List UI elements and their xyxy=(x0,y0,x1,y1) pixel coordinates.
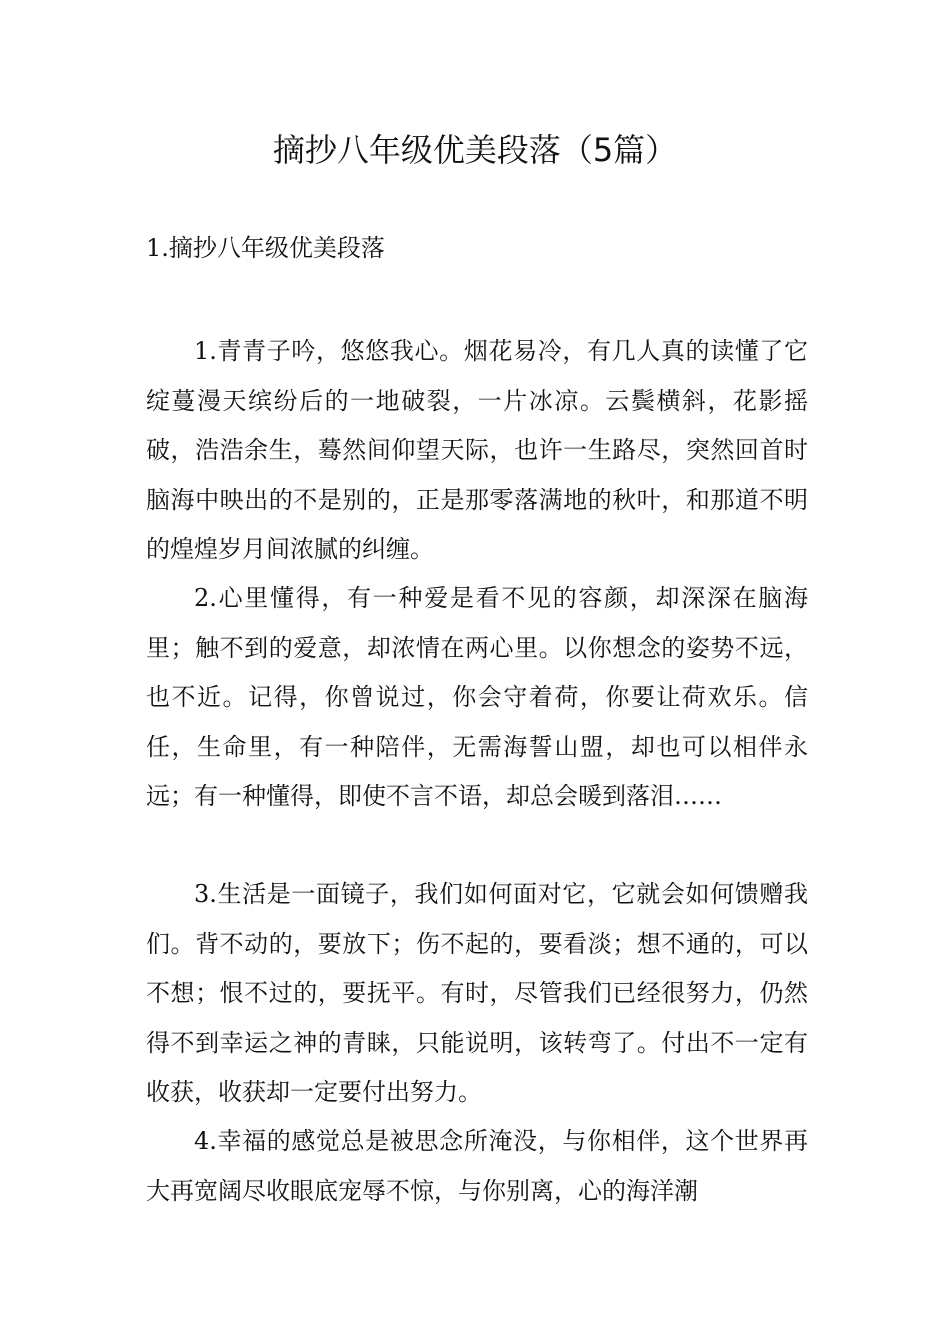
paragraph-3: 3.生活是一面镜子，我们如何面对它，它就会如何馈赠我们。背不动的，要放下；伤不起的，要看淡；想不通的，可以不想；恨不过的，要抚平。有时，尽管我们已经很努力，仍然得不到幸运之神的青睐，只能说明，该转弯了。付出不一定有收获，收获却一定要付出努力。 xyxy=(146,880,808,1106)
section-heading: 1.摘抄八年级优美段落 xyxy=(146,234,385,262)
paragraph-4: 4.幸福的感觉总是被思念所淹没，与你相伴，这个世界再大再宽阔尽收眼底宠辱不惊，与你别离，心的海洋潮 xyxy=(146,1127,808,1205)
paragraph-2: 2.心里懂得，有一种爱是看不见的容颜，却深深在脑海里；触不到的爱意，却浓情在两心里。以你想念的姿势不远，也不近。记得，你曾说过，你会守着荷，你要让荷欢乐。信任，生命里，有一种陪伴，无需海誓山盟，却也可以相伴永远；有一种懂得，即使不言不语，却总会暖到落泪…… xyxy=(146,584,808,810)
document-title: 摘抄八年级优美段落（5篇） xyxy=(272,131,678,169)
paragraph-1: 1.青青子吟，悠悠我心。烟花易冷，有几人真的读懂了它绽蔓漫天缤纷后的一地破裂，一片冰凉。云鬓横斜，花影摇破，浩浩余生，蓦然间仰望天际，也许一生路尽，突然回首时脑海中映出的不是别的，正是那零落满地的秋叶，和那道不明的煌煌岁月间浓腻的纠缠。 xyxy=(146,337,808,563)
